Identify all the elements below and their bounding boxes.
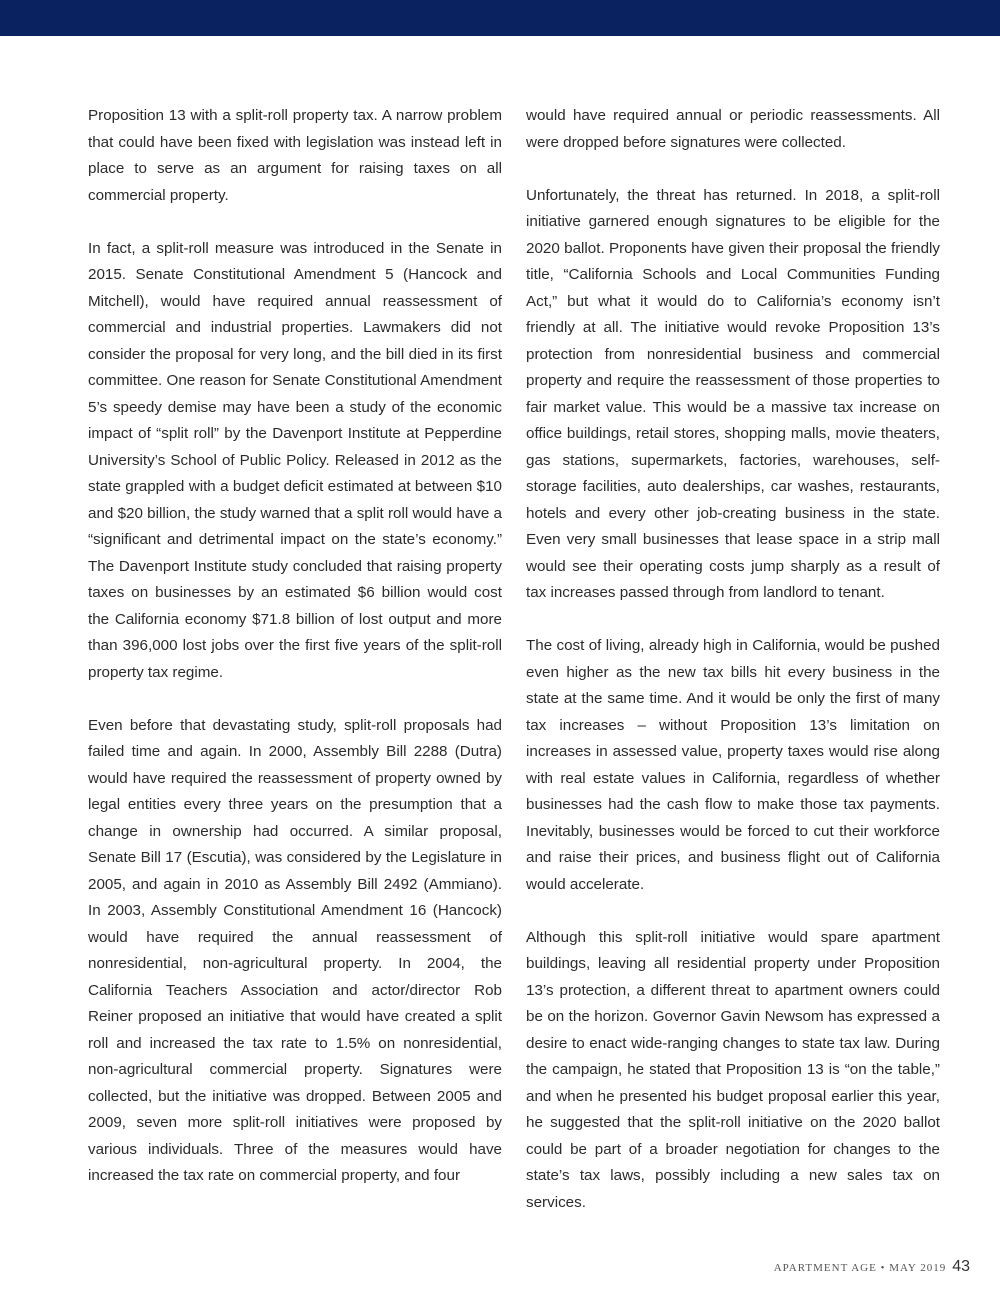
article-column-left xyxy=(88,103,502,1216)
paragraph: Even before that devastating study, split-roll proposals had failed time and again. In 2000, Assembly Bill 2288 (Dutra) would have required the reassessment of property owned by legal entities every three years on the presumption that a change in ownership had occurred. A similar proposal, Senate Bill 17 (Escutia), was considered by the Legislature in 2005, and again in 2010 as Assembly Bill 2492 (Ammiano). In 2003, Assembly Constitutional Amendment 16 (Hancock) would have required the annual reassessment of nonresidential, non-agricultural property. In 2004, the California Teachers Association and actor/director Rob Reiner proposed an initiative that would have created a split roll and increased the tax rate to 1.5% on nonresidential, non-agricultural commercial property. Signatures were collected, but the initiative was dropped. Between 2005 and 2009, seven more split-roll initiatives were proposed by various individuals. Three of the measures would have increased the tax rate on commercial property, and four xyxy=(88,716,502,1184)
paragraph: The cost of living, already high in California, would be pushed even higher as the new tax bills hit every business in the state at the same time. And it would be only the first of many tax increases – without Proposition 13’s limitation on increases in assessed value, property taxes would rise along with real estate values in California, regardless of whether businesses had the cash flow to make those tax payments. Inevitably, businesses would be forced to cut their workforce and raise their prices, and business flight out of California would accelerate. xyxy=(526,637,940,893)
paragraph: Proposition 13 with a split-roll property tax. A narrow problem that could have been fixed with legislation was instead left in place to serve as an argument for raising taxes on all commercial property. xyxy=(88,107,502,204)
paragraph: In fact, a split-roll measure was introduced in the Senate in 2015. Senate Constitutional Amendment 5 (Hancock and Mitchell), would have required annual reassessment of commercial and industrial properties. Lawmakers did not consider the proposal for very long, and the bill died in its first committee. One reason for Senate Constitutional Amendment 5’s speedy demise may have been a study of the economic impact of “split roll” by the Davenport Institute at Pepperdine University’s School of Public Policy. Released in 2012 as the state grappled with a budget deficit estimated at between $10 and $20 billion, the study warned that a split roll would have a “significant and detrimental impact on the state’s economy.” The Davenport Institute study concluded that raising property taxes on businesses by an estimated $6 billion would cost the California economy $71.8 billion of lost output and more than 396,000 lost jobs over the first five years of the split-roll property tax regime. xyxy=(88,239,502,681)
paragraph: Although this split-roll initiative would spare apartment buildings, leaving all residential property under Proposition 13’s protection, a different threat to apartment owners could be on the horizon. Governor Gavin Newsom has expressed a desire to enact wide-ranging changes to state tax law. During the campaign, he stated that Proposition 13 is “on the table,” and when he presented his budget proposal earlier this year, he suggested that the split-roll initiative on the 2020 ballot could be part of a broader negotiation for changes to the state’s tax laws, possibly including a new sales tax on services. xyxy=(526,928,940,1211)
article-column-right xyxy=(526,103,940,1243)
publication-name: APARTMENT AGE • MAY 2019 xyxy=(773,1262,947,1274)
page-footer xyxy=(774,1258,970,1282)
header-bar xyxy=(0,0,1000,36)
paragraph: Unfortunately, the threat has returned. In 2018, a split-roll initiative garnered enough signatures to be eligible for the 2020 ballot. Proponents have given their proposal the friendly title, “California Schools and Local Communities Funding Act,” but what it would do to California’s economy isn’t friendly at all. The initiative would revoke Proposition 13’s protection from nonresidential business and commercial property and require the reassessment of those properties to fair market value. This would be a massive tax increase on office buildings, retail stores, shopping malls, movie theaters, gas stations, supermarkets, factories, warehouses, self-storage facilities, auto dealerships, car washes, restaurants, hotels and every other job-creating business in the state. Even very small businesses that lease space in a strip mall would see their operating costs jump sharply as a result of tax increases passed through from landlord to tenant. xyxy=(526,186,940,601)
page-number: 43 xyxy=(952,1258,970,1275)
paragraph: would have required annual or periodic reassessments. All were dropped before signatures were collected. xyxy=(526,107,940,151)
